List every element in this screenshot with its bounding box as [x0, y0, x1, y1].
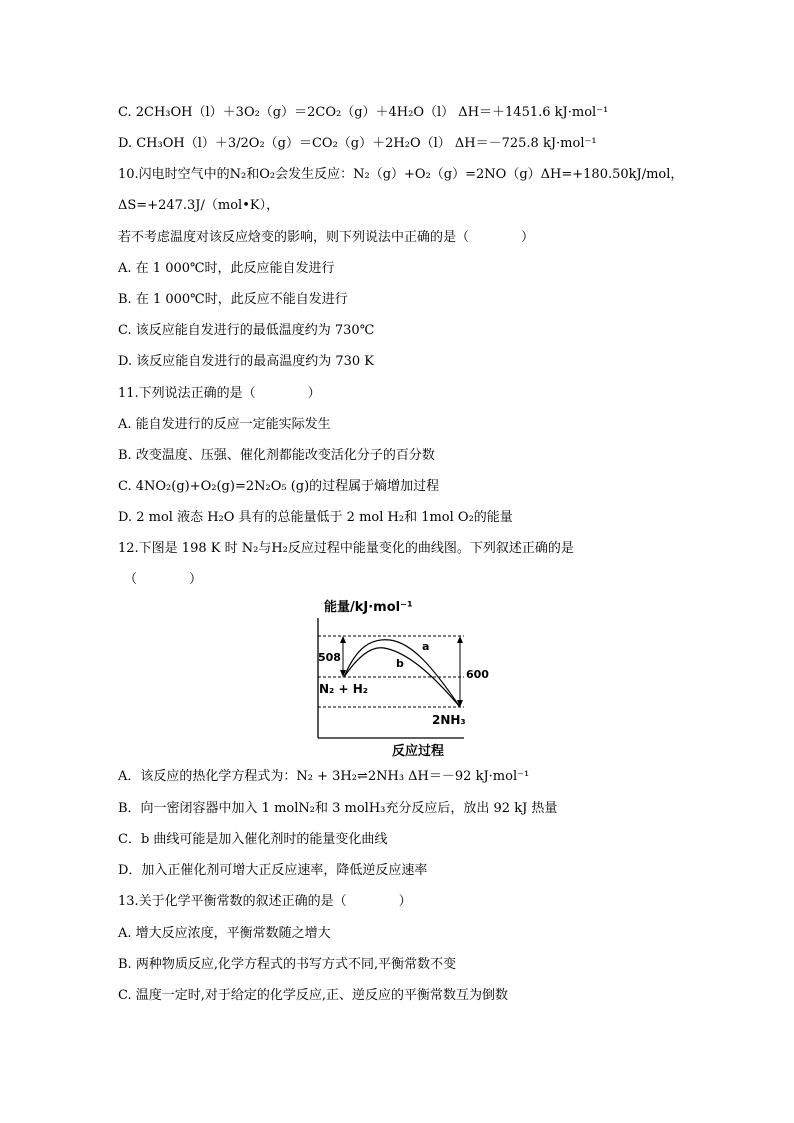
q9-option-c: C. 2CH₃OH（l）＋3O₂（g）＝2CO₂（g）＋4H₂O（l） ΔH＝＋1451.6 kJ·mol⁻¹: [118, 105, 609, 120]
q11-stem: 11.下列说法正确的是（ ）: [118, 386, 321, 401]
q10-option-c: C. 该反应能自发进行的最低温度约为 730℃: [118, 323, 375, 338]
curve-b-label: b: [396, 657, 404, 670]
curve-a-label: a: [422, 640, 430, 653]
q10-option-b: B. 在 1 000℃时，此反应不能自发进行: [118, 292, 348, 307]
q11-option-b: B. 改变温度、压强、催化剂都能改变活化分子的百分数: [118, 448, 435, 463]
q10-stem-line1: 10.闪电时空气中的N₂和O₂会发生反应：N₂（g）+O₂（g）=2NO（g）ΔH=+180.50kJ/mol，: [118, 167, 684, 182]
q11-option-a: A. 能自发进行的反应一定能实际发生: [118, 417, 331, 432]
q10-option-d: D. 该反应能自发进行的最高温度约为 730 K: [118, 354, 375, 369]
q10-stem-line2: ΔS=+247.3J/（mol•K），: [118, 198, 280, 213]
q12-stem-line1: 12.下图是 198 K 时 N₂与H₂反应过程中能量变化的曲线图。下列叙述正确的是: [118, 541, 574, 556]
x-axis-label: 反应过程: [392, 744, 445, 759]
q12-option-a: A．该反应的热化学方程式为：N₂ + 3H₂⇌2NH₃ ΔH＝－92 kJ·mol⁻¹: [118, 769, 530, 784]
reactants-label: N₂ + H₂: [319, 682, 369, 696]
product-label: 2NH₃: [432, 713, 466, 727]
energy-diagram: [312, 596, 489, 761]
q10-stem-line3: 若不考虑温度对该反应焓变的影响，则下列说法中正确的是（ ）: [118, 230, 535, 245]
q13-option-b: B. 两种物质反应,化学方程式的书写方式不同,平衡常数不变: [118, 957, 457, 972]
q12-option-c: C．b 曲线可能是加入催化剂时的能量变化曲线: [118, 832, 388, 847]
q13-option-c: C. 温度一定时,对于给定的化学反应,正、逆反应的平衡常数互为倒数: [118, 988, 509, 1003]
label-508: 508: [318, 651, 341, 664]
q12-option-d: D．加入正催化剂可增大正反应速率，降低逆反应速率: [118, 863, 428, 878]
q13-stem: 13.关于化学平衡常数的叙述正确的是（ ）: [118, 894, 412, 909]
q11-option-c: C. 4NO₂(g)+O₂(g)=2N₂O₅ (g)的过程属于熵增加过程: [118, 479, 440, 494]
q10-option-a: A. 在 1 000℃时，此反应能自发进行: [118, 261, 335, 276]
curve-a: [344, 640, 460, 707]
label-600: 600: [466, 668, 489, 681]
q12-stem-line2: （ ）: [124, 572, 203, 587]
q12-option-b: B．向一密闭容器中加入 1 molN₂和 3 molH₃充分反应后，放出 92 kJ 热量: [118, 801, 558, 816]
y-axis-label: 能量/kJ·mol⁻¹: [324, 600, 413, 615]
q11-option-d: D. 2 mol 液态 H₂O 具有的总能量低于 2 mol H₂和 1mol O₂的能量: [118, 510, 513, 525]
q9-option-d: D. CH₃OH（l）＋3/2O₂（g）＝CO₂（g）＋2H₂O（l） ΔH＝－725.8 kJ·mol⁻¹: [118, 136, 597, 151]
q13-option-a: A. 增大反应浓度，平衡常数随之增大: [118, 926, 331, 941]
